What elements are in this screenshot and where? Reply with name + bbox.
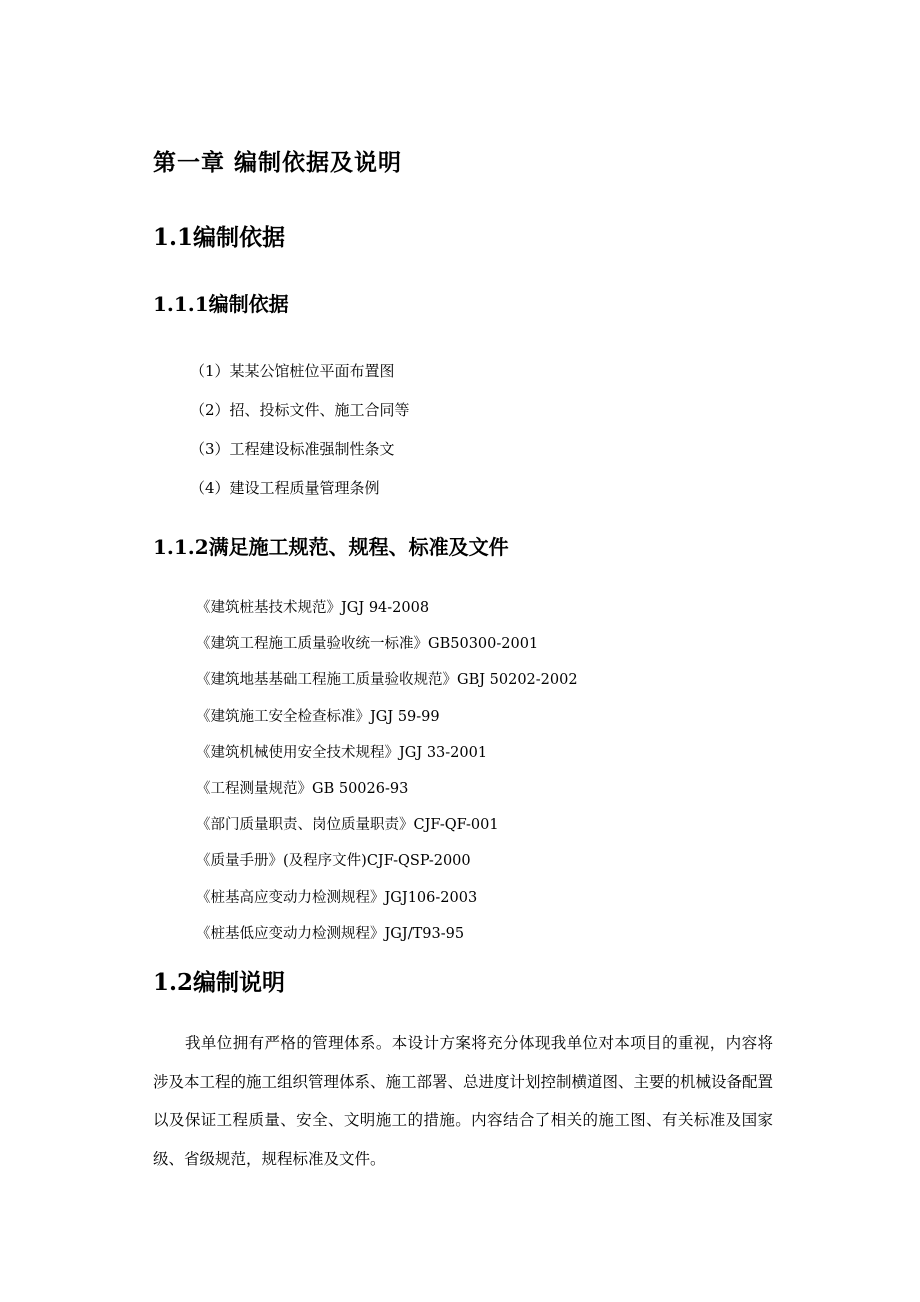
list-item: 《桩基高应变动力检测规程》JGJ106-2003 [196, 889, 478, 906]
section-1-1-1-title: 1.1.1编制依据 [153, 292, 289, 316]
list-item: 《质量手册》(及程序文件)CJF-QSP-2000 [196, 853, 471, 870]
basis-list [190, 360, 410, 516]
section-1-1-title: 1.1编制依据 [153, 224, 286, 251]
list-item: 《建筑机械使用安全技术规程》JGJ 33-2001 [196, 744, 488, 761]
list-item: 《建筑桩基技术规范》JGJ 94-2008 [196, 600, 430, 616]
list-item: 《建筑地基基础工程施工质量验收规范》GBJ 50202-2002 [196, 672, 578, 689]
list-item: 《部门质量职责、岗位质量职责》CJF-QF-001 [196, 817, 499, 834]
list-item: 《桩基低应变动力检测规程》JGJ/T93-95 [196, 925, 465, 942]
list-item: 《建筑施工安全检查标准》JGJ 59-99 [196, 708, 440, 725]
list-item: （2）招、投标文件、施工合同等 [190, 401, 410, 419]
section-1-2-title: 1.2编制说明 [153, 969, 286, 996]
list-item: 《工程测量规范》GB 50026-93 [196, 780, 409, 797]
standards-list [196, 597, 578, 959]
list-item: （1）某某公馆桩位平面布置图 [190, 362, 395, 380]
list-item: 《建筑工程施工质量验收统一标准》GB50300-2001 [196, 636, 539, 653]
chapter-title: 第一章 编制依据及说明 [153, 149, 403, 176]
list-item: （4）建设工程质量管理条例 [190, 479, 380, 497]
section-1-1-2-title: 1.1.2满足施工规范、规程、标准及文件 [153, 535, 509, 559]
description-paragraph: 我单位拥有严格的管理体系。本设计方案将充分体现我单位对本项目的重视，内容将涉及本工程的施工组织管理体系、施工部署、总进度计划控制横道图、主要的机械设备配置以及保证工程质量、安全、文明施工的措施。内容结合了相关的施工图、有关标准及国家级、省级规范，规程标准及文件。 [153, 1034, 774, 1168]
list-item: （3）工程建设标准强制性条文 [190, 440, 395, 458]
